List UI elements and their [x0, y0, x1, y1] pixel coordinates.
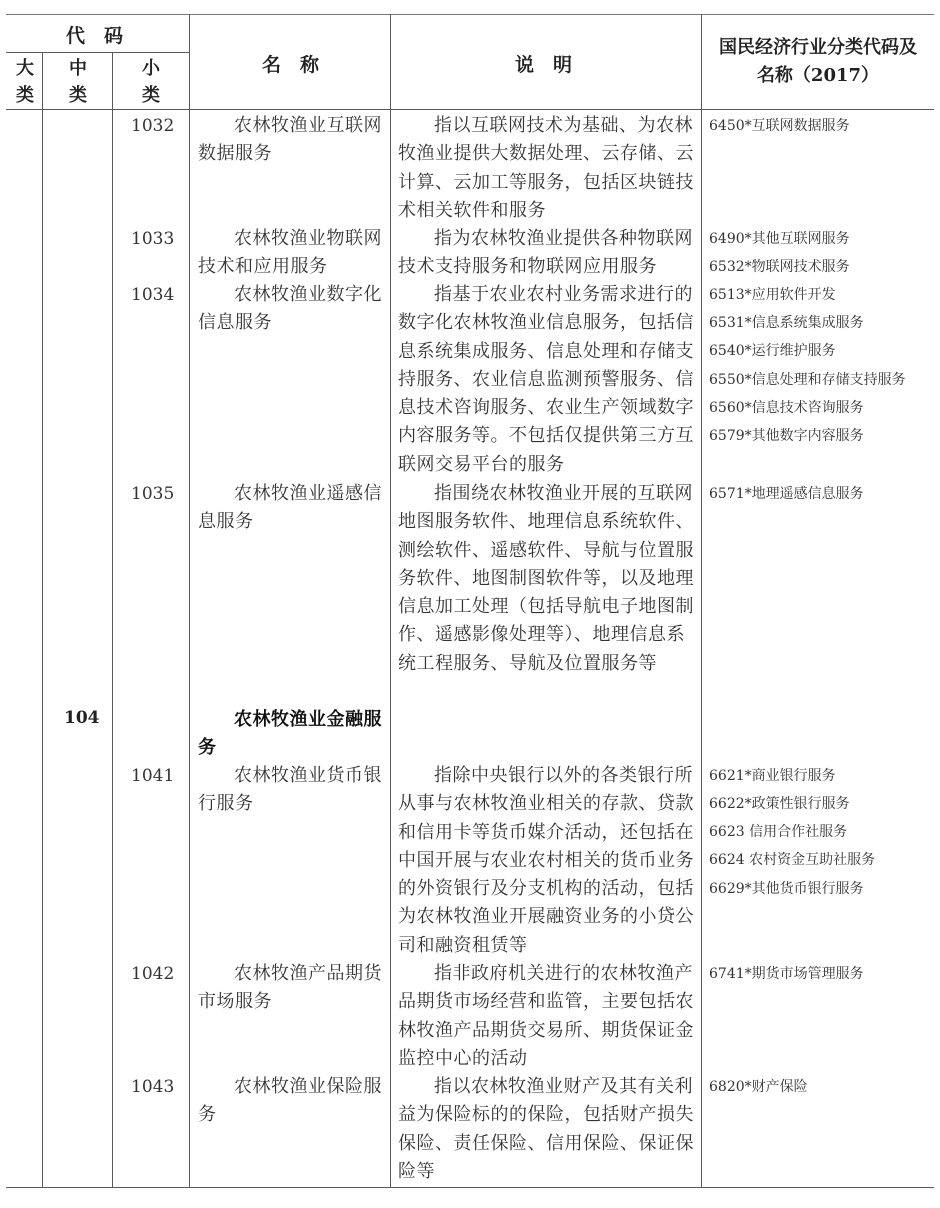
row-code: 1041 [131, 766, 175, 786]
row-name: 农林牧渔产品期货市场服务 [198, 963, 382, 1013]
header-bottom-border [6, 109, 934, 110]
row-gb-code: 6490*其他互联网服务 [709, 231, 850, 247]
row-gb-code: 6579*其他数字内容服务 [709, 428, 864, 444]
row-gb-code: 6621*商业银行服务 [709, 768, 836, 784]
col-divider-middle [112, 52, 113, 1187]
col-divider-minor [189, 14, 190, 1187]
row-description: 指以农林牧渔业财产及其有关利益为保险标的的保险，包括财产损失保险、责任保险、信用保险、保证保险等 [398, 1076, 694, 1182]
row-gb-code: 6540*运行维护服务 [709, 343, 836, 359]
row-gb-code: 6624 农村资金互助社服务 [709, 852, 876, 868]
table-bottom-border [6, 1187, 934, 1188]
col-divider-name [390, 14, 391, 1187]
row-description: 指以互联网技术为基础、为农林牧渔业提供大数据处理、云存储、云计算、云加工等服务，包括区块链技术相关软件和服务 [398, 115, 694, 221]
header-desc: 说 明 [515, 54, 573, 76]
row-name: 农林牧渔业互联网数据服务 [198, 115, 382, 165]
row-description: 指除中央银行以外的各类银行所从事与农林牧渔业相关的存款、贷款和信用卡等货币媒介活动，还包括在中国开展与农业农村相关的货币业务的外资银行及分支机构的活动，包括为农林牧渔业开展融资业务的小贷公司和融资租赁等 [398, 765, 694, 956]
row-name: 农林牧渔业货币银行服务 [198, 765, 382, 815]
header-name: 名 称 [262, 54, 320, 76]
header-middle: 中类 [69, 58, 87, 106]
row-gb-code: 6820*财产保险 [709, 1079, 808, 1095]
row-code: 1042 [131, 964, 175, 984]
header-major: 大类 [16, 58, 34, 106]
row-description: 指非政府机关进行的农林牧渔产品期货市场经营和监管，主要包括农林牧渔产品期货交易所、期货保证金监控中心的活动 [398, 963, 694, 1069]
code-header-divider [6, 52, 189, 53]
row-description: 指基于农业农村业务需求进行的数字化农林牧渔业信息服务，包括信息系统集成服务、信息处理和存储支持服务、农业信息监测预警服务、信息技术咨询服务、农业生产领域数字内容服务等。不包括仅提供第三方互联网交易平台的服务 [398, 284, 694, 475]
row-code: 1043 [131, 1077, 175, 1097]
row-code: 1034 [131, 285, 175, 305]
table-top-border [6, 14, 934, 15]
row-description: 指为农林牧渔业提供各种物联网技术支持服务和物联网应用服务 [398, 228, 693, 278]
header-minor: 小类 [142, 58, 160, 106]
header-gb-line1: 国民经济行业分类代码及 [719, 37, 917, 58]
row-code: 1032 [131, 116, 175, 136]
row-gb-code: 6741*期货市场管理服务 [709, 966, 864, 982]
row-gb-code: 6513*应用软件开发 [709, 287, 836, 303]
row-gb-code: 6531*信息系统集成服务 [709, 315, 864, 331]
row-gb-code: 6571*地理遥感信息服务 [709, 486, 864, 502]
row-code: 1033 [131, 229, 175, 249]
row-gb-code: 6629*其他货币银行服务 [709, 881, 864, 897]
row-gb-code: 6623 信用合作社服务 [709, 824, 848, 840]
row-name: 农林牧渔业保险服务 [198, 1076, 382, 1126]
row-name: 农林牧渔业物联网技术和应用服务 [198, 228, 382, 278]
row-name: 农林牧渔业遥感信息服务 [198, 483, 382, 533]
header-code: 代 码 [66, 25, 124, 47]
row-name: 农林牧渔业数字化信息服务 [198, 284, 382, 334]
row-gb-code: 6560*信息技术咨询服务 [709, 400, 864, 416]
middle-category-name: 农林牧渔业金融服务 [198, 709, 382, 759]
row-gb-code: 6450*互联网数据服务 [709, 118, 850, 134]
col-divider-desc [701, 14, 702, 1187]
row-gb-code: 6532*物联网技术服务 [709, 259, 850, 275]
row-gb-code: 6622*政策性银行服务 [709, 796, 850, 812]
row-description: 指围绕农林牧渔业开展的互联网地图服务软件、地理信息系统软件、测绘软件、遥感软件、导航与位置服务软件、地图制图软件等，以及地理信息加工处理（包括导航电子地图制作、遥感影像处理等）、地理信息系统工程服务、导航及位置服务等 [398, 483, 694, 674]
row-code: 1035 [131, 484, 175, 504]
header-gb-line2: 名称（2017） [756, 65, 880, 86]
col-divider-major [42, 52, 43, 1187]
row-gb-code: 6550*信息处理和存储支持服务 [709, 372, 906, 388]
middle-category-code: 104 [64, 708, 100, 728]
